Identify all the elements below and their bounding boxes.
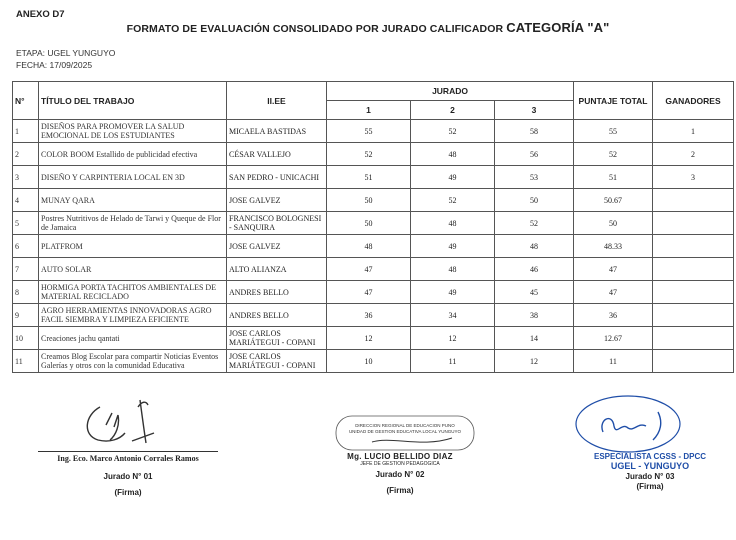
cell-total: 48.33 (574, 235, 653, 258)
cell-title: Creamos Blog Escolar para compartir Noticias Eventos Galerías y otros con la comunidad Educativa (39, 350, 227, 373)
signature-line-1 (38, 451, 218, 452)
results-table (12, 81, 734, 373)
cell-title: Postres Nutritivos de Helado de Tarwi y Queque de Flor de Jamaica (39, 212, 227, 235)
table-row (13, 235, 734, 258)
header-jury: JURADO (327, 82, 574, 101)
table-row (13, 258, 734, 281)
cell-total: 52 (574, 143, 653, 166)
cell-winner (653, 212, 734, 235)
cell-school: FRANCISCO BOLOGNESI - SANQUIRA (227, 212, 327, 235)
table-row (13, 166, 734, 189)
table-row (13, 327, 734, 350)
cell-jury1: 50 (327, 189, 411, 212)
cell-winner (653, 189, 734, 212)
cell-jury2: 12 (411, 327, 495, 350)
cell-school: JOSE CARLOS MARIÁTEGUI - COPANI (227, 327, 327, 350)
cell-title: MUNAY QARA (39, 189, 227, 212)
cell-school: ANDRES BELLO (227, 281, 327, 304)
cell-number: 8 (13, 281, 39, 304)
jury1-name: Ing. Eco. Marco Antonio Corrales Ramos (57, 454, 199, 463)
cell-jury2: 52 (411, 120, 495, 143)
cell-number: 11 (13, 350, 39, 373)
cell-title: DISEÑOS PARA PROMOVER LA SALUD EMOCIONAL DE LOS ESTUDIANTES (39, 120, 227, 143)
cell-title: HORMIGA PORTA TACHITOS AMBIENTALES DE MATERIAL RECICLADO (39, 281, 227, 304)
jury2-name: Mg. LUCIO BELLIDO DIAZ (347, 452, 453, 461)
cell-total: 51 (574, 166, 653, 189)
annex-label: ANEXO D7 (16, 9, 65, 20)
cell-school: ALTO ALIANZA (227, 258, 327, 281)
stamp2-line2: UNIDAD DE GESTION EDUCATIVA LOCAL YUNGUYO (348, 429, 462, 434)
cell-school: JOSE CARLOS MARIÁTEGUI - COPANI (227, 350, 327, 373)
cell-title: AGRO HERRAMIENTAS INNOVADORAS AGRO FACIL SIEMBRA Y LIMPIEZA EFICIENTE (39, 304, 227, 327)
header-jury-3: 3 (495, 101, 574, 120)
signature-block-1 (38, 451, 218, 497)
cell-jury3: 45 (495, 281, 574, 304)
cell-title: PLATFROM (39, 235, 227, 258)
header-school: II.EE (227, 82, 327, 120)
cell-winner (653, 258, 734, 281)
header-jury-1: 1 (327, 101, 411, 120)
cell-jury3: 48 (495, 235, 574, 258)
cell-jury3: 14 (495, 327, 574, 350)
jury2-role: Jurado N° 02 (375, 470, 425, 479)
table-row (13, 350, 734, 373)
jury2-subtitle: JEFE DE GESTION PEDAGOGICA (360, 461, 440, 467)
cell-jury1: 36 (327, 304, 411, 327)
cell-jury2: 49 (411, 166, 495, 189)
jury3-sign-label: (Firma) (636, 482, 664, 491)
cell-jury1: 55 (327, 120, 411, 143)
cell-total: 50.67 (574, 189, 653, 212)
cell-winner (653, 350, 734, 373)
signature-block-3 (570, 452, 730, 491)
table-row (13, 281, 734, 304)
title-main: FORMATO DE EVALUACIÓN CONSOLIDADO POR JURADO CALIFICADOR (126, 23, 504, 35)
cell-number: 7 (13, 258, 39, 281)
cell-total: 12.67 (574, 327, 653, 350)
cell-school: MICAELA BASTIDAS (227, 120, 327, 143)
cell-jury1: 10 (327, 350, 411, 373)
cell-total: 50 (574, 212, 653, 235)
cell-number: 5 (13, 212, 39, 235)
signature-scribble-1 (80, 395, 170, 450)
cell-total: 36 (574, 304, 653, 327)
cell-jury3: 12 (495, 350, 574, 373)
cell-title: Creaciones jachu qantati (39, 327, 227, 350)
cell-jury2: 34 (411, 304, 495, 327)
cell-winner (653, 327, 734, 350)
cell-number: 6 (13, 235, 39, 258)
cell-winner (653, 304, 734, 327)
cell-number: 2 (13, 143, 39, 166)
signature-block-2 (300, 452, 500, 495)
cell-title: AUTO SOLAR (39, 258, 227, 281)
cell-jury3: 46 (495, 258, 574, 281)
cell-jury2: 48 (411, 143, 495, 166)
cell-total: 47 (574, 258, 653, 281)
cell-winner (653, 235, 734, 258)
cell-jury1: 51 (327, 166, 411, 189)
stage-label: ETAPA: UGEL YUNGUYO (16, 48, 116, 58)
cell-title: DISEÑO Y CARPINTERIA LOCAL EN 3D (39, 166, 227, 189)
cell-number: 4 (13, 189, 39, 212)
cell-jury2: 49 (411, 235, 495, 258)
cell-jury2: 11 (411, 350, 495, 373)
jury3-role: Jurado N° 03 (625, 472, 675, 481)
table-row (13, 143, 734, 166)
cell-total: 55 (574, 120, 653, 143)
stamp3-line1: ESPECIALISTA CGSS - DPCC (593, 452, 706, 461)
jury1-role: Jurado N° 01 (103, 472, 153, 481)
cell-jury3: 56 (495, 143, 574, 166)
cell-jury2: 48 (411, 212, 495, 235)
cell-winner: 1 (653, 120, 734, 143)
cell-jury1: 52 (327, 143, 411, 166)
cell-jury3: 50 (495, 189, 574, 212)
cell-jury1: 50 (327, 212, 411, 235)
cell-number: 3 (13, 166, 39, 189)
cell-winner (653, 281, 734, 304)
header-winners: GANADORES (653, 82, 734, 120)
cell-school: JOSE GALVEZ (227, 189, 327, 212)
stamp3-line2: UGEL - YUNGUYO (610, 461, 690, 471)
cell-jury2: 48 (411, 258, 495, 281)
cell-jury3: 53 (495, 166, 574, 189)
cell-jury1: 47 (327, 258, 411, 281)
table-row (13, 212, 734, 235)
header-no: N° (13, 82, 39, 120)
header-title: TÍTULO DEL TRABAJO (39, 82, 227, 120)
stamp2-line1: DIRECCION REGIONAL DE EDUCACION PUNO (355, 423, 455, 428)
cell-number: 10 (13, 327, 39, 350)
cell-jury2: 52 (411, 189, 495, 212)
cell-number: 9 (13, 304, 39, 327)
table-row (13, 120, 734, 143)
cell-jury3: 38 (495, 304, 574, 327)
cell-school: CÉSAR VALLEJO (227, 143, 327, 166)
cell-jury1: 48 (327, 235, 411, 258)
date-label: FECHA: 17/09/2025 (16, 60, 93, 70)
cell-school: SAN PEDRO - UNICACHI (227, 166, 327, 189)
cell-school: ANDRES BELLO (227, 304, 327, 327)
cell-winner: 3 (653, 166, 734, 189)
cell-winner: 2 (653, 143, 734, 166)
title-category: CATEGORÍA "A" (506, 20, 610, 35)
cell-jury3: 52 (495, 212, 574, 235)
header-jury-2: 2 (411, 101, 495, 120)
document-title (0, 20, 736, 35)
cell-school: JOSE GALVEZ (227, 235, 327, 258)
table-row (13, 304, 734, 327)
cell-total: 47 (574, 281, 653, 304)
cell-jury3: 58 (495, 120, 574, 143)
cell-jury1: 12 (327, 327, 411, 350)
cell-number: 1 (13, 120, 39, 143)
jury2-sign-label: (Firma) (386, 486, 414, 495)
header-total: PUNTAJE TOTAL (574, 82, 653, 120)
jury1-sign-label: (Firma) (114, 488, 142, 497)
cell-title: COLOR BOOM Estallido de publicidad efectiva (39, 143, 227, 166)
cell-jury2: 49 (411, 281, 495, 304)
cell-total: 11 (574, 350, 653, 373)
cell-jury1: 47 (327, 281, 411, 304)
table-row (13, 189, 734, 212)
